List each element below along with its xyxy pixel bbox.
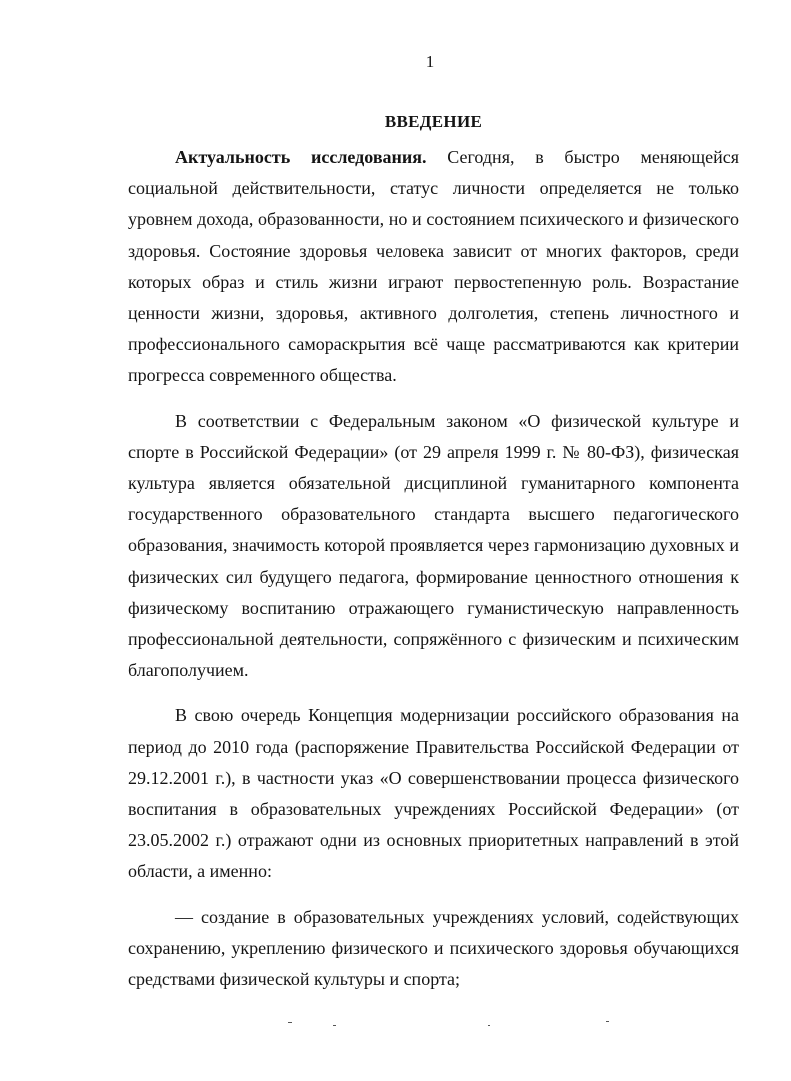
scan-speck (606, 1021, 609, 1022)
paragraph-relevance (128, 142, 739, 392)
paragraph-concept: В свою очередь Концепция модернизации российского образования на период до 2010 года (распоряжение Правительства Российской Федерации от 29.12.2001 г.), в частности указ «О совершенствовании процесса физического воспитания в образовательных учреждениях Российской Федерации» (от 23.05.2002 г.) отражают одни из основных приоритетных направлений в этой области, а именно: (128, 705, 739, 882)
scan-speck (288, 1022, 292, 1023)
paragraph-federal-law: В соответствии с Федеральным законом «О физической культуре и спорте в Российской Федерации» (от 29 апреля 1999 г. № 80-ФЗ), физическая культура является обязательной дисциплиной гуманитарного компонента государственного образовательного стандарта высшего педагогического образования, значимость которой проявляется через гармонизацию духовных и физических сил будущего педагога, формирование ценностного отношения к физическому воспитанию отражающего гуманистическую направленность профессиональной деятельности, сопряжённого с физическим и психическим благополучием. (128, 410, 739, 681)
paragraph-lead: Актуальность исследования. (175, 147, 427, 167)
scan-speck (488, 1025, 490, 1026)
paragraph-relevance-text: Сегодня, в быстро меняющейся социальной действительности, статус личности определяется не только уровнем дохода, образованности, но и состоянием психического и физического здоровья. Состояние здоровья человека зависит от многих факторов, среди которых образ и стиль жизни играют первостепенную роль. Возрастание ценности жизни, здоровья, активного долголетия, степень личностного и профессионального самораскрытия всё чаще рассматриваются как критерии прогресса современного общества. (128, 147, 739, 386)
scan-speck (333, 1025, 336, 1026)
section-heading: ВВЕДЕНИЕ (384, 112, 483, 131)
body-text (128, 142, 739, 995)
paragraph-list-item: — создание в образовательных учреждениях условий, содействующих сохранению, укреплению физического и психического здоровья обучающихся средствами физической культуры и спорта; (128, 906, 739, 990)
page-number: 1 (425, 52, 435, 71)
